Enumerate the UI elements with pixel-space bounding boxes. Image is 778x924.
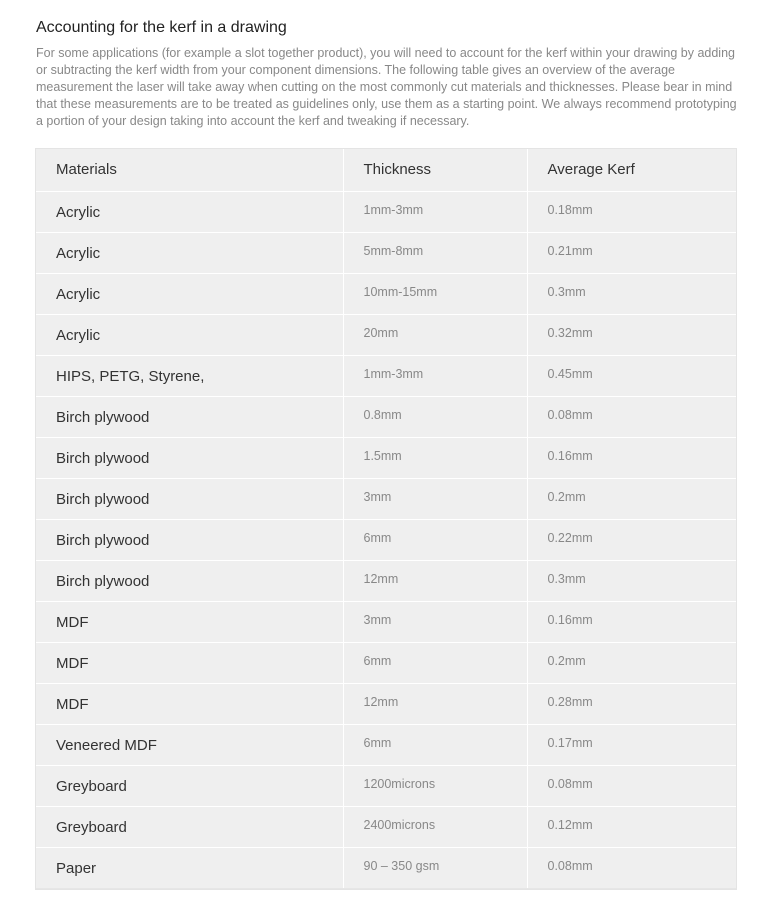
table-row	[36, 724, 736, 765]
cell-thickness: 6mm	[343, 642, 527, 683]
cell-thickness: 12mm	[343, 560, 527, 601]
cell-thickness: 1mm-3mm	[343, 355, 527, 396]
cell-material: MDF	[36, 642, 343, 683]
table-row	[36, 806, 736, 847]
intro-paragraph: For some applications (for example a slot together product), you will need to account for the kerf within your drawing by adding or subtracting the kerf width from your component dimensions. The following table gives an overview of the average measurement the laser will take away when cutting on the most commonly cut materials and thicknesses. Please bear in mind that these measurements are to be treated as guidelines only, use them as a starting point. We always recommend prototyping a portion of your design taking into account the kerf and tweaking if necessary.	[36, 46, 737, 128]
table-row	[36, 314, 736, 355]
cell-thickness: 2400microns	[343, 806, 527, 847]
cell-kerf: 0.16mm	[527, 437, 736, 478]
cell-thickness: 5mm-8mm	[343, 232, 527, 273]
cell-kerf: 0.45mm	[527, 355, 736, 396]
header-materials: Materials	[36, 149, 343, 191]
cell-material: Acrylic	[36, 191, 343, 232]
cell-kerf: 0.28mm	[527, 683, 736, 724]
table-row	[36, 847, 736, 888]
cell-thickness: 0.8mm	[343, 396, 527, 437]
cell-material: MDF	[36, 683, 343, 724]
table-row	[36, 683, 736, 724]
table-row	[36, 519, 736, 560]
cell-material: Greyboard	[36, 806, 343, 847]
table-row	[36, 396, 736, 437]
cell-thickness: 12mm	[343, 683, 527, 724]
header-thickness: Thickness	[343, 149, 527, 191]
cell-material: Paper	[36, 847, 343, 888]
cell-thickness: 1.5mm	[343, 437, 527, 478]
cell-kerf: 0.2mm	[527, 642, 736, 683]
cell-kerf: 0.17mm	[527, 724, 736, 765]
cell-material: Acrylic	[36, 273, 343, 314]
table-row	[36, 601, 736, 642]
cell-material: Birch plywood	[36, 560, 343, 601]
cell-thickness: 6mm	[343, 724, 527, 765]
cell-kerf: 0.08mm	[527, 396, 736, 437]
cell-thickness: 10mm-15mm	[343, 273, 527, 314]
cell-thickness: 1200microns	[343, 765, 527, 806]
cell-kerf: 0.08mm	[527, 847, 736, 888]
cell-material: Birch plywood	[36, 396, 343, 437]
table-row	[36, 191, 736, 232]
table-row	[36, 355, 736, 396]
cell-thickness: 20mm	[343, 314, 527, 355]
cell-material: Acrylic	[36, 232, 343, 273]
table-row	[36, 437, 736, 478]
cell-kerf: 0.22mm	[527, 519, 736, 560]
cell-kerf: 0.2mm	[527, 478, 736, 519]
table-row	[36, 232, 736, 273]
section-heading: Accounting for the kerf in a drawing	[36, 19, 287, 36]
cell-kerf: 0.16mm	[527, 601, 736, 642]
table-row	[36, 765, 736, 806]
table-row	[36, 560, 736, 601]
cell-thickness: 3mm	[343, 478, 527, 519]
cell-kerf: 0.3mm	[527, 273, 736, 314]
cell-thickness: 90 – 350 gsm	[343, 847, 527, 888]
cell-material: Greyboard	[36, 765, 343, 806]
kerf-table	[36, 149, 736, 889]
header-average-kerf: Average Kerf	[527, 149, 736, 191]
cell-thickness: 3mm	[343, 601, 527, 642]
cell-kerf: 0.21mm	[527, 232, 736, 273]
cell-material: Acrylic	[36, 314, 343, 355]
table-row	[36, 273, 736, 314]
cell-material: HIPS, PETG, Styrene,	[36, 355, 343, 396]
cell-material: MDF	[36, 601, 343, 642]
cell-material: Birch plywood	[36, 437, 343, 478]
cell-kerf: 0.08mm	[527, 765, 736, 806]
cell-kerf: 0.32mm	[527, 314, 736, 355]
cell-kerf: 0.12mm	[527, 806, 736, 847]
table-row	[36, 478, 736, 519]
cell-thickness: 1mm-3mm	[343, 191, 527, 232]
cell-material: Birch plywood	[36, 519, 343, 560]
table-body	[36, 191, 736, 888]
table-row	[36, 642, 736, 683]
cell-thickness: 6mm	[343, 519, 527, 560]
cell-kerf: 0.18mm	[527, 191, 736, 232]
cell-material: Birch plywood	[36, 478, 343, 519]
cell-kerf: 0.3mm	[527, 560, 736, 601]
table-header-row	[36, 149, 736, 191]
cell-material: Veneered MDF	[36, 724, 343, 765]
